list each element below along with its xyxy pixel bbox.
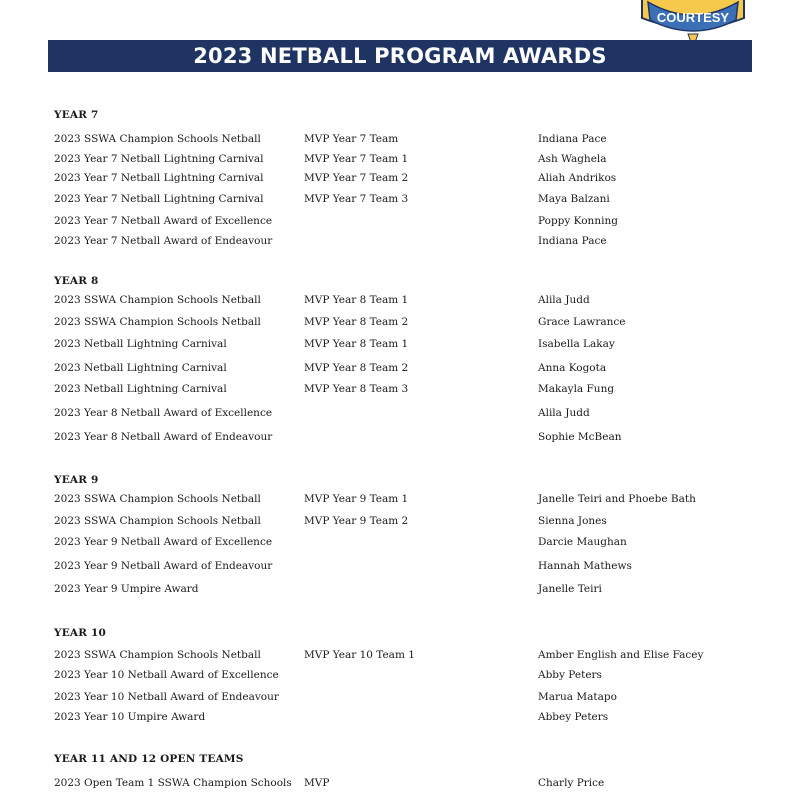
award-name: 2023 Year 9 Netball Award of Endeavour (54, 560, 273, 572)
award-row (0, 172, 800, 186)
award-category: MVP Year 10 Team 1 (304, 649, 415, 661)
recipient: Amber English and Elise Facey (538, 649, 704, 661)
award-name: 2023 Netball Lightning Carnival (54, 362, 227, 374)
award-name: 2023 SSWA Champion Schools Netball (54, 316, 261, 328)
award-name: 2023 Year 7 Netball Award of Excellence (54, 215, 273, 227)
award-row (0, 383, 800, 397)
award-name: 2023 Year 8 Netball Award of Endeavour (54, 431, 273, 443)
award-row (0, 316, 800, 330)
award-name: 2023 Year 9 Umpire Award (54, 583, 199, 595)
award-row (0, 583, 800, 597)
award-row (0, 691, 800, 705)
award-category: MVP Year 9 Team 1 (304, 493, 409, 505)
recipient: Darcie Maughan (538, 536, 627, 548)
award-row (0, 493, 800, 507)
award-category: MVP Year 7 Team 3 (304, 193, 409, 205)
award-row (0, 711, 800, 725)
recipient: Sienna Jones (538, 515, 607, 527)
badge-text: COURTESY (656, 10, 730, 25)
recipient: Janelle Teiri (538, 583, 602, 595)
award-name: 2023 SSWA Champion Schools Netball (54, 133, 261, 145)
section-heading-year-10: YEAR 10 (54, 627, 107, 639)
award-category: MVP Year 7 Team 1 (304, 153, 409, 165)
award-row (0, 407, 800, 421)
award-category: MVP Year 8 Team 2 (304, 362, 409, 374)
award-row (0, 515, 800, 529)
award-row (0, 235, 800, 249)
recipient: Abbey Peters (538, 711, 609, 723)
award-name: 2023 Year 9 Netball Award of Excellence (54, 536, 273, 548)
award-name: 2023 Year 7 Netball Lightning Carnival (54, 172, 264, 184)
recipient: Hannah Mathews (538, 560, 632, 572)
award-row (0, 215, 800, 229)
section-heading-year-11-12: YEAR 11 AND 12 OPEN TEAMS (54, 753, 244, 765)
recipient: Indiana Pace (538, 235, 607, 247)
award-name: 2023 Netball Lightning Carnival (54, 338, 227, 350)
award-name: 2023 Year 7 Netball Lightning Carnival (54, 193, 264, 205)
section-heading-year-8: YEAR 8 (54, 275, 99, 287)
recipient: Grace Lawrance (538, 316, 626, 328)
award-name: 2023 Year 10 Netball Award of Endeavour (54, 691, 279, 703)
award-row (0, 133, 800, 147)
award-row (0, 431, 800, 445)
award-row (0, 294, 800, 308)
recipient: Aliah Andrikos (538, 172, 617, 184)
award-row (0, 362, 800, 376)
recipient: Makayla Fung (538, 383, 615, 395)
recipient: Anna Kogota (538, 362, 607, 374)
recipient: Poppy Konning (538, 215, 618, 227)
award-name: 2023 SSWA Champion Schools Netball (54, 493, 261, 505)
award-row (0, 649, 800, 663)
recipient: Maya Balzani (538, 193, 610, 205)
award-name: 2023 SSWA Champion Schools Netball (54, 649, 261, 661)
award-category: MVP Year 8 Team 3 (304, 383, 409, 395)
award-category: MVP Year 8 Team 2 (304, 316, 409, 328)
award-category: MVP Year 7 Team 2 (304, 172, 409, 184)
award-row (0, 193, 800, 207)
recipient: Alila Judd (538, 294, 590, 306)
award-row (0, 536, 800, 550)
award-name: 2023 Year 8 Netball Award of Excellence (54, 407, 273, 419)
award-name: 2023 SSWA Champion Schools Netball (54, 515, 261, 527)
award-category: MVP Year 8 Team 1 (304, 338, 409, 350)
section-heading-year-9: YEAR 9 (54, 474, 99, 486)
recipient: Abby Peters (538, 669, 602, 681)
award-name: 2023 Year 7 Netball Award of Endeavour (54, 235, 273, 247)
award-row (0, 669, 800, 683)
recipient: Isabella Lakay (538, 338, 615, 350)
recipient: Marua Matapo (538, 691, 617, 703)
page-title: 2023 NETBALL PROGRAM AWARDS (193, 44, 607, 68)
recipient: Ash Waghela (538, 153, 607, 165)
title-banner (48, 40, 752, 72)
award-name: 2023 Year 7 Netball Lightning Carnival (54, 153, 264, 165)
award-category: MVP (304, 777, 330, 789)
recipient: Alila Judd (538, 407, 590, 419)
award-category: MVP Year 7 Team (304, 133, 399, 145)
award-category: MVP Year 8 Team 1 (304, 294, 409, 306)
award-name: 2023 Year 10 Netball Award of Excellence (54, 669, 279, 681)
recipient: Charly Price (538, 777, 605, 789)
award-row (0, 338, 800, 352)
award-row (0, 560, 800, 574)
recipient: Indiana Pace (538, 133, 607, 145)
award-row (0, 777, 800, 791)
recipient: Sophie McBean (538, 431, 622, 443)
award-name: 2023 Year 10 Umpire Award (54, 711, 206, 723)
award-row (0, 153, 800, 167)
award-name: 2023 Netball Lightning Carnival (54, 383, 227, 395)
award-name: 2023 Open Team 1 SSWA Champion Schools (54, 777, 292, 789)
award-name: 2023 SSWA Champion Schools Netball (54, 294, 261, 306)
award-category: MVP Year 9 Team 2 (304, 515, 409, 527)
recipient: Janelle Teiri and Phoebe Bath (538, 493, 696, 505)
section-heading-year-7: YEAR 7 (54, 109, 99, 121)
